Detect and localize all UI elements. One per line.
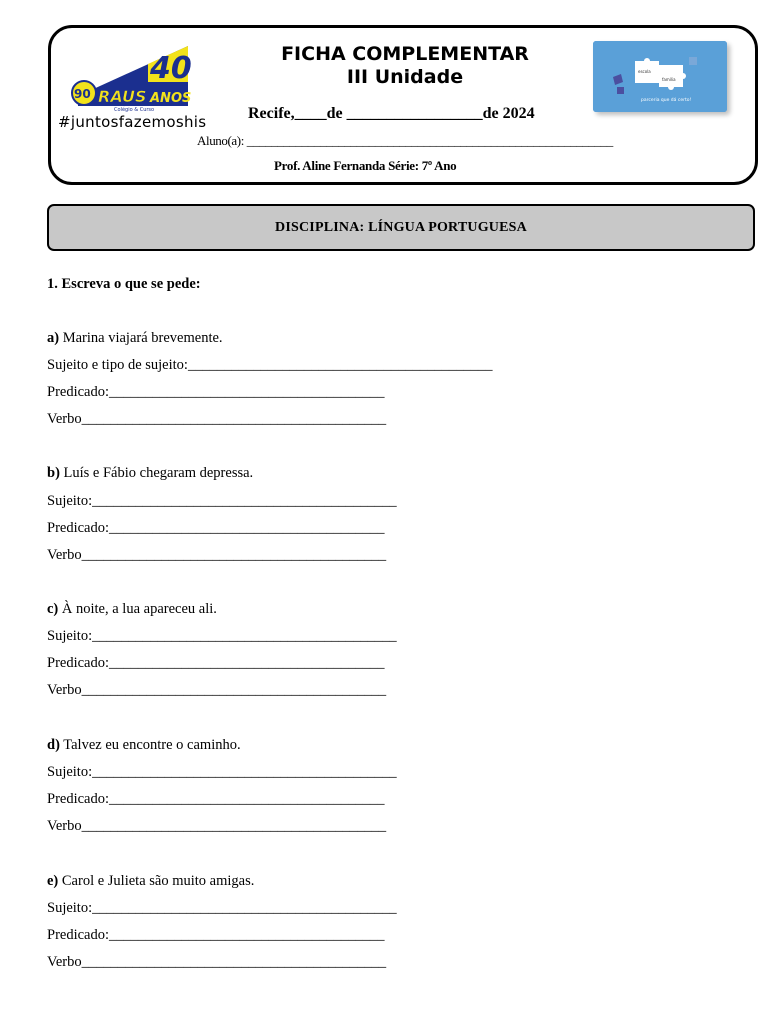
- item-a-field-predicado[interactable]: Predicado:______________________________________: [47, 384, 385, 400]
- item-e-field-sujeito[interactable]: Sujeito:__________________________________________: [47, 900, 397, 916]
- puzzle-caption: parceria que dá certo!: [641, 98, 692, 103]
- logo-raus-text: RAUS: [98, 87, 147, 106]
- item-e-sentence: e) Carol e Julieta são muito amigas.: [47, 873, 255, 889]
- discipline-label: DISCIPLINA: LÍNGUA PORTUGUESA: [275, 219, 527, 235]
- item-b-field-predicado[interactable]: Predicado:______________________________________: [47, 520, 385, 536]
- hashtag-text: #juntosfazemoshis: [58, 113, 207, 131]
- puzzle-label-familia: família: [662, 77, 676, 82]
- item-d-sentence: d) Talvez eu encontre o caminho.: [47, 737, 241, 753]
- item-a-field-verbo[interactable]: Verbo__________________________________________: [47, 411, 387, 427]
- item-c-field-verbo[interactable]: Verbo__________________________________________: [47, 682, 387, 698]
- date-line: Recife,____de _________________de 2024: [248, 105, 535, 122]
- logo-90-text: 90: [74, 87, 91, 101]
- item-c-field-sujeito[interactable]: Sujeito:__________________________________________: [47, 628, 397, 644]
- discipline-box: [47, 204, 755, 251]
- item-b-field-verbo[interactable]: Verbo__________________________________________: [47, 547, 387, 563]
- school-logo: [70, 44, 192, 114]
- puzzle-label-escola: escola: [638, 69, 651, 74]
- item-b-field-sujeito[interactable]: Sujeito:__________________________________________: [47, 493, 397, 509]
- item-d-field-verbo[interactable]: Verbo__________________________________________: [47, 818, 387, 834]
- page-subtitle: III Unidade: [346, 66, 464, 88]
- item-e-field-predicado[interactable]: Predicado:______________________________________: [47, 927, 385, 943]
- item-a-sentence: a) Marina viajará brevemente.: [47, 330, 223, 346]
- student-name-line: Aluno(a): ____________________________________________________________: [197, 133, 613, 148]
- item-c-field-predicado[interactable]: Predicado:______________________________________: [47, 655, 385, 671]
- item-a-field-sujeito[interactable]: Sujeito e tipo de sujeito:__________________________________________: [47, 357, 493, 373]
- item-d-field-sujeito[interactable]: Sujeito:__________________________________________: [47, 764, 397, 780]
- page-title: FICHA COMPLEMENTAR: [281, 43, 529, 65]
- item-e-field-verbo[interactable]: Verbo__________________________________________: [47, 954, 387, 970]
- question-title: 1. Escreva o que se pede:: [47, 276, 201, 292]
- puzzle-image: [593, 41, 727, 112]
- item-d-field-predicado[interactable]: Predicado:______________________________________: [47, 791, 385, 807]
- item-c-sentence: c) À noite, a lua apareceu ali.: [47, 601, 217, 617]
- logo-subtitle: Colégio & Curso: [114, 107, 155, 113]
- teacher-grade-line: Prof. Aline Fernanda Série: 7º Ano: [274, 158, 457, 173]
- logo-anos-text: ANOS: [150, 91, 192, 106]
- item-b-sentence: b) Luís e Fábio chegaram depressa.: [47, 465, 254, 481]
- logo-40-text: 40: [150, 51, 192, 86]
